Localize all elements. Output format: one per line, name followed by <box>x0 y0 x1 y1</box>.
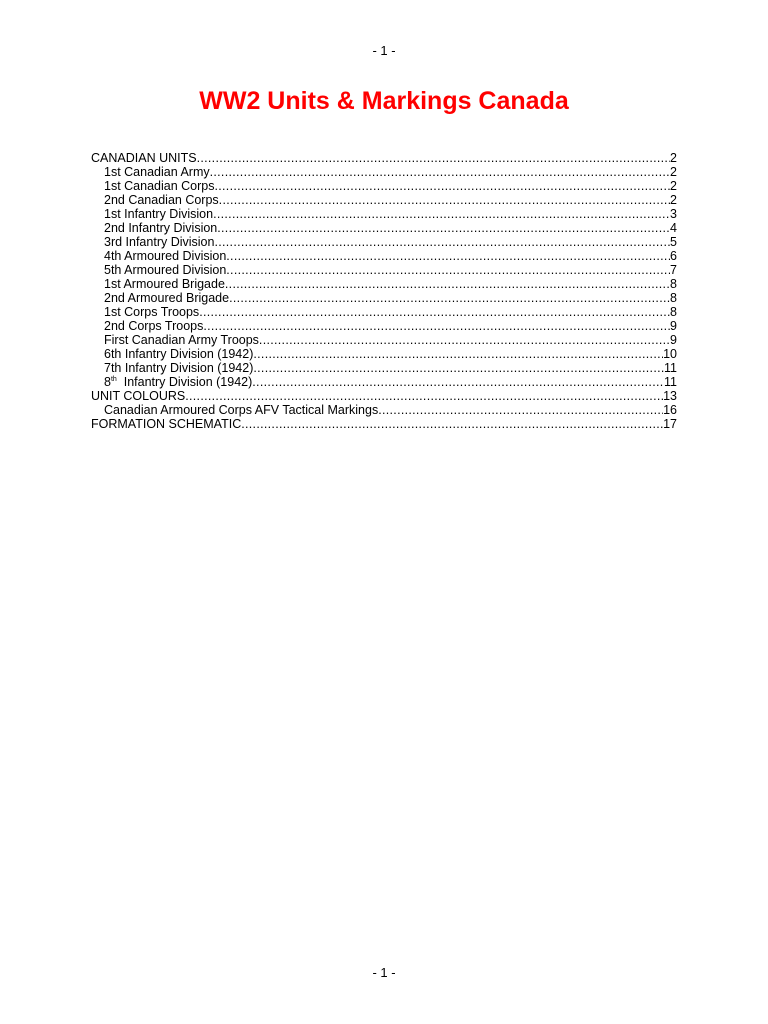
toc-page-number[interactable]: 7 <box>670 263 677 277</box>
toc-dot-leader <box>199 305 670 319</box>
toc-page-number[interactable]: 6 <box>670 249 677 263</box>
toc-entry[interactable] <box>91 193 677 207</box>
toc-entry-title[interactable]: 6th Infantry Division (1942) <box>104 347 254 361</box>
toc-page-number[interactable]: 5 <box>670 235 677 249</box>
toc-dot-leader <box>225 277 670 291</box>
toc-entry[interactable] <box>91 291 677 305</box>
toc-entry-title[interactable]: 3rd Infantry Division <box>104 235 215 249</box>
toc-entry-title[interactable]: Canadian Armoured Corps AFV Tactical Markings <box>104 403 379 417</box>
toc-dot-leader <box>219 193 670 207</box>
toc-page-number[interactable]: 17 <box>663 417 677 431</box>
toc-page-number[interactable]: 8 <box>670 291 677 305</box>
toc-entry[interactable] <box>91 249 677 263</box>
toc-entry[interactable] <box>91 305 677 319</box>
toc-dot-leader <box>214 179 670 193</box>
toc-page-number[interactable]: 2 <box>670 151 677 165</box>
toc-entry-title[interactable]: First Canadian Army Troops <box>104 333 259 347</box>
page-header: - 1 - <box>372 43 396 58</box>
toc-entry[interactable] <box>91 235 677 249</box>
document-title: WW2 Units & Markings Canada <box>199 87 569 115</box>
toc-dot-leader <box>210 165 670 179</box>
toc-dot-leader <box>226 263 670 277</box>
toc-dot-leader <box>259 333 670 347</box>
toc-entry-title[interactable]: 1st Infantry Division <box>104 207 214 221</box>
toc-page-number[interactable]: 11 <box>664 361 677 375</box>
toc-page-number[interactable]: 9 <box>670 319 677 333</box>
toc-entry-title[interactable]: 4th Armoured Division <box>104 249 227 263</box>
toc-dot-leader <box>214 235 670 249</box>
toc-page-number[interactable]: 8 <box>670 277 677 291</box>
table-of-contents <box>91 151 677 431</box>
toc-entry[interactable] <box>91 389 677 403</box>
toc-entry-title[interactable] <box>104 375 252 389</box>
toc-entry[interactable] <box>91 179 677 193</box>
toc-dot-leader <box>241 417 663 431</box>
toc-entry[interactable] <box>91 319 677 333</box>
toc-entry-title[interactable]: 1st Canadian Corps <box>104 179 215 193</box>
toc-entry-title[interactable]: 2nd Canadian Corps <box>104 193 219 207</box>
toc-entry-title[interactable]: FORMATION SCHEMATIC <box>91 417 242 431</box>
toc-page-number[interactable]: 10 <box>663 347 677 361</box>
toc-entry[interactable] <box>91 375 677 389</box>
toc-page-number[interactable]: 9 <box>670 333 677 347</box>
toc-entry[interactable] <box>91 263 677 277</box>
toc-page-number[interactable]: 2 <box>670 165 677 179</box>
toc-entry-number: 8 <box>104 375 111 389</box>
toc-entry[interactable] <box>91 417 677 431</box>
toc-page-number[interactable]: 8 <box>670 305 677 319</box>
toc-entry-title[interactable]: 1st Corps Troops <box>104 305 200 319</box>
toc-dot-leader <box>213 207 670 221</box>
toc-entry-title[interactable]: 5th Armoured Division <box>104 263 227 277</box>
toc-page-number[interactable]: 16 <box>663 403 677 417</box>
toc-entry[interactable] <box>91 221 677 235</box>
toc-entry-title[interactable]: 1st Canadian Army <box>104 165 210 179</box>
toc-dot-leader <box>197 151 670 165</box>
toc-page-number[interactable]: 2 <box>670 193 677 207</box>
toc-entry[interactable] <box>91 207 677 221</box>
toc-entry[interactable] <box>91 347 677 361</box>
toc-dot-leader <box>378 403 663 417</box>
toc-entry[interactable] <box>91 165 677 179</box>
toc-dot-leader <box>226 249 670 263</box>
toc-dot-leader <box>185 389 663 403</box>
toc-dot-leader <box>203 319 670 333</box>
toc-entry-title[interactable]: CANADIAN UNITS <box>91 151 197 165</box>
toc-entry-title[interactable]: 2nd Armoured Brigade <box>104 291 230 305</box>
toc-page-number[interactable]: 11 <box>664 375 677 389</box>
toc-dot-leader <box>252 375 664 389</box>
toc-page-number[interactable]: 2 <box>670 179 677 193</box>
toc-entry-title[interactable]: 7th Infantry Division (1942) <box>104 361 254 375</box>
toc-entry[interactable] <box>91 277 677 291</box>
toc-dot-leader <box>253 361 664 375</box>
toc-entry-title[interactable]: 2nd Corps Troops <box>104 319 204 333</box>
toc-entry-title[interactable]: UNIT COLOURS <box>91 389 186 403</box>
toc-entry[interactable] <box>91 361 677 375</box>
page-footer: - 1 - <box>372 965 396 980</box>
toc-page-number[interactable]: 3 <box>670 207 677 221</box>
toc-entry[interactable] <box>91 403 677 417</box>
toc-page-number[interactable]: 4 <box>670 221 677 235</box>
toc-dot-leader <box>217 221 670 235</box>
toc-entry-ordinal-suffix: th <box>110 375 117 383</box>
toc-entry-title[interactable]: 2nd Infantry Division <box>104 221 218 235</box>
toc-entry-title[interactable]: 1st Armoured Brigade <box>104 277 225 291</box>
toc-dot-leader <box>229 291 670 305</box>
toc-entry[interactable] <box>91 333 677 347</box>
toc-entry[interactable] <box>91 151 677 165</box>
toc-page-number[interactable]: 13 <box>663 389 677 403</box>
toc-dot-leader <box>253 347 663 361</box>
toc-entry-title-rest: Infantry Division (1942) <box>116 375 253 389</box>
